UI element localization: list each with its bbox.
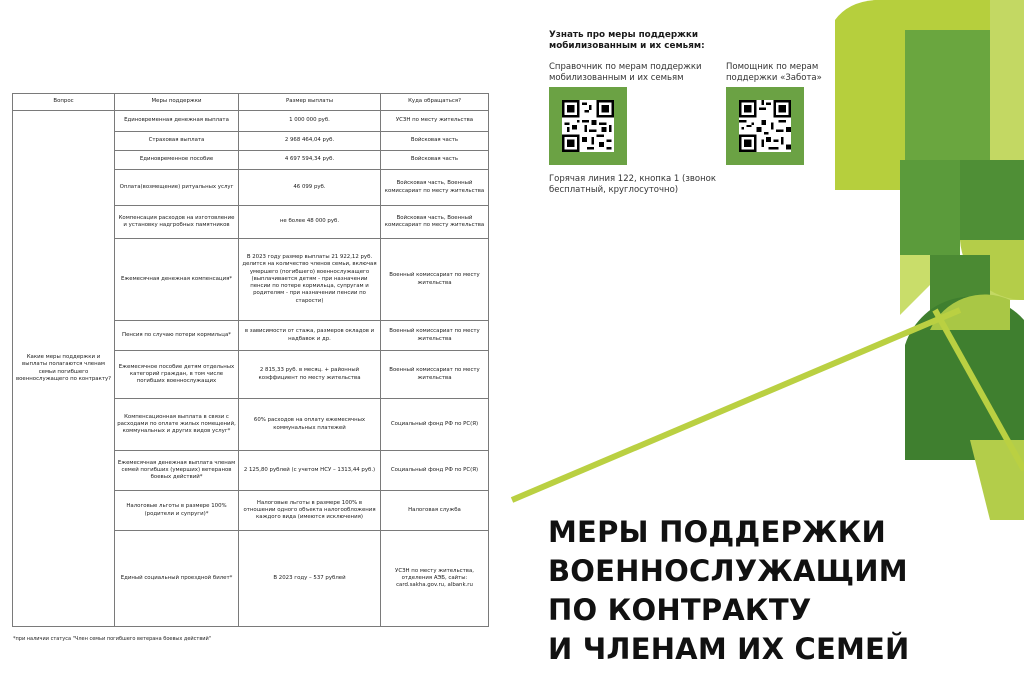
headline: [548, 513, 910, 669]
headline-line-1: МЕРЫ ПОДДЕРЖКИ: [548, 515, 886, 549]
table-header-row: [13, 94, 489, 111]
where-cell: Войсковая часть, Военный комиссариат по месту жительства: [381, 170, 489, 206]
qr-code-handbook[interactable]: [549, 87, 627, 165]
amount-cell: 60% расходов на оплату ежемесячных коммунальных платежей: [239, 399, 381, 451]
measure-cell: Единовременная денежная выплата: [115, 111, 239, 132]
measure-cell: Оплата(возмещение) ритуальных услуг: [115, 170, 239, 206]
header-question: Вопрос: [13, 94, 115, 111]
where-cell: УСЗН по месту жительства, отделения АЭБ, сайты: card.sakha.gov.ru, albank.ru: [381, 531, 489, 627]
measure-cell: Налоговые льготы в размере 100% (родители и супруги)*: [115, 491, 239, 531]
where-cell: Военный комиссариат по месту жительства: [381, 351, 489, 399]
amount-cell: 2 125,80 рублей (с учетом НСУ – 1313,44 руб.): [239, 451, 381, 491]
where-cell: Войсковая часть, Военный комиссариат по месту жительства: [381, 206, 489, 239]
amount-cell: 1 000 000 руб.: [239, 111, 381, 132]
qr-code-assistant[interactable]: [726, 87, 804, 165]
where-cell: Налоговая служба: [381, 491, 489, 531]
where-cell: Войсковая часть: [381, 151, 489, 170]
support-table-container: [12, 93, 488, 627]
qr-code-icon: [739, 100, 791, 152]
amount-cell: 46 099 руб.: [239, 170, 381, 206]
info-title: Узнать про меры поддержки мобилизованным и их семьям:: [549, 30, 705, 52]
qr-caption-assistant: Помощник по мерам поддержки «Забота»: [726, 62, 822, 83]
measure-cell: Ежемесячная денежная компенсация*: [115, 239, 239, 321]
measure-cell: Ежемесячное пособие детям отдельных категорий граждан, в том числе погибших военнослужащих: [115, 351, 239, 399]
where-cell: Социальный фонд РФ по РС(Я): [381, 451, 489, 491]
header-measures: Меры поддержки: [115, 94, 239, 111]
where-cell: Социальный фонд РФ по РС(Я): [381, 399, 489, 451]
header-where: Куда обращаться?: [381, 94, 489, 111]
headline-line-2: ВОЕННОСЛУЖАЩИМ: [548, 554, 908, 588]
measure-cell: Единовременное пособие: [115, 151, 239, 170]
where-cell: Войсковая часть: [381, 132, 489, 151]
footnote: *при наличии статуса "Член семьи погибшего ветерана боевых действий": [13, 636, 212, 642]
amount-cell: В 2023 году размер выплаты 21 922,12 руб. делится на количество членов семьи, включая умершего (погибшего) военнослужащего (выплачивается детям - при назначении пенсии по потере кормильца, супругам и родителям - при назначении пенсии по старости): [239, 239, 381, 321]
amount-cell: 4 697 594,34 руб.: [239, 151, 381, 170]
table-row: [13, 111, 489, 132]
hotline-info: Горячая линия 122, кнопка 1 (звонок бесплатный, круглосуточно): [549, 174, 716, 196]
headline-line-4: И ЧЛЕНАМ ИХ СЕМЕЙ: [548, 632, 910, 666]
header-amount: Размер выплаты: [239, 94, 381, 111]
measure-cell: Единый социальный проездной билет*: [115, 531, 239, 627]
where-cell: УСЗН по месту жительства: [381, 111, 489, 132]
headline-line-3: ПО КОНТРАКТУ: [548, 593, 812, 627]
measure-cell: Ежемесячная денежная выплата членам семей погибших (умерших) ветеранов боевых действий*: [115, 451, 239, 491]
amount-cell: В 2023 году – 537 рублей: [239, 531, 381, 627]
amount-cell: в зависимости от стажа, размеров окладов и надбавок и др.: [239, 321, 381, 351]
where-cell: Военный комиссариат по месту жительства: [381, 321, 489, 351]
measure-cell: Пенсия по случаю потери кормильца*: [115, 321, 239, 351]
measure-cell: Компенсационная выплата в связи с расходами по оплате жилых помещений, коммунальных и других видов услуг*: [115, 399, 239, 451]
measure-cell: Компенсация расходов на изготовление и установку надгробных памятников: [115, 206, 239, 239]
measure-cell: Страховая выплата: [115, 132, 239, 151]
amount-cell: 2 968 464,04 руб.: [239, 132, 381, 151]
amount-cell: 2 815,33 руб. в месяц. + районный коэффициент по месту жительства: [239, 351, 381, 399]
where-cell: Военный комиссариат по месту жительства: [381, 239, 489, 321]
amount-cell: Налоговые льготы в размере 100% в отношении одного объекта налогообложения каждого вида (имеются исключения): [239, 491, 381, 531]
amount-cell: не более 48 000 руб.: [239, 206, 381, 239]
question-cell: Какие меры поддержки и выплаты полагаются членам семьи погибшего военнослужащего по контракту?: [13, 111, 115, 627]
support-measures-table: [12, 93, 489, 627]
qr-code-icon: [562, 100, 614, 152]
qr-caption-handbook: Справочник по мерам поддержки мобилизованным и их семьям: [549, 62, 702, 83]
